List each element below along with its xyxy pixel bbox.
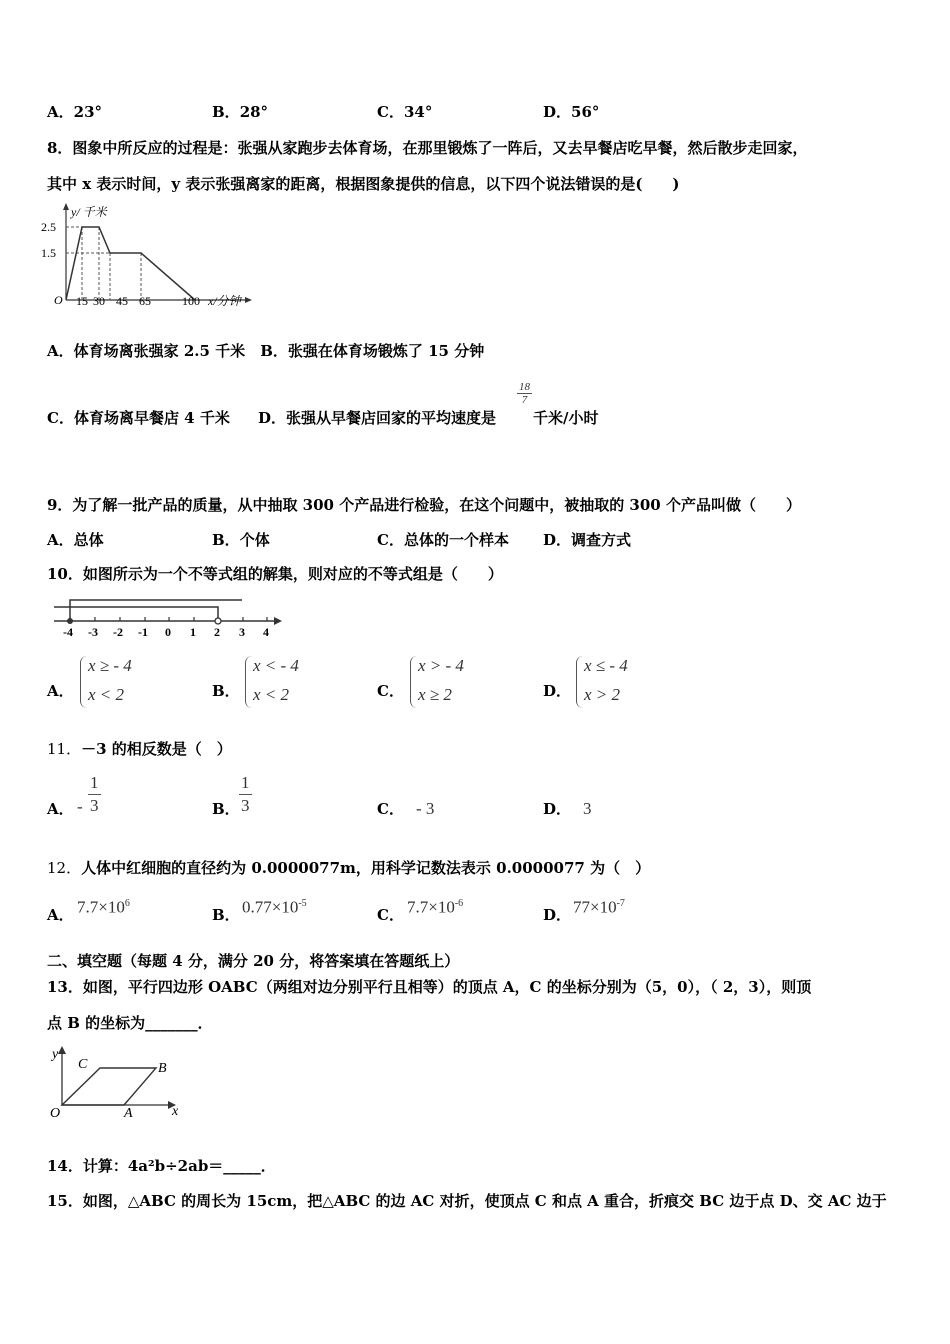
svg-text:3: 3: [239, 625, 245, 639]
svg-text:4: 4: [263, 625, 269, 639]
svg-text:x: x: [172, 1104, 179, 1119]
svg-text:B: B: [158, 1061, 167, 1076]
q12-stem: 12．人体中红细胞的直径约为 0.0000077m，用科学记数法表示 0.0000077 为（ ）: [47, 859, 651, 877]
q8-option-c: C．体育场离早餐店 4 千米: [47, 409, 230, 427]
q9-option-a: A．总体: [47, 531, 104, 549]
x-axis-arrow: [245, 297, 252, 303]
q7-option-a: A．23°: [47, 103, 103, 121]
closed-dot-minus-4: [67, 618, 73, 624]
parallelogram-oabc: [62, 1068, 156, 1105]
q8-stem-line1: 8．图象中所反应的过程是：张强从家跑步去体育场，在那里锻炼了一阵后，又去早餐店吃早餐，然后散步走回家，: [47, 139, 808, 157]
y-tick-1-5: 1.5: [41, 246, 56, 260]
q7-option-c: C．34°: [377, 103, 433, 121]
q10-stem: 10．如图所示为一个不等式组的解集，则对应的不等式组是（ ）: [47, 565, 503, 583]
q11-option-d: D． 3: [543, 799, 592, 818]
q11-option-c: C． - 3: [377, 799, 435, 818]
q7-option-b: B．28°: [212, 103, 269, 121]
q9-option-c: C．总体的一个样本: [377, 531, 509, 549]
svg-text:-4: -4: [63, 625, 73, 639]
q13-stem-line2: 点 B 的坐标为_______．: [47, 1014, 213, 1032]
section2-title: 二、填空题（每题 4 分，满分 20 分，将答案填在答题纸上）: [47, 952, 460, 970]
svg-text:-3: -3: [88, 625, 98, 639]
q8-option-a: A．体育场离张强家 2.5 千米 B．张强在体育场锻炼了 15 分钟: [47, 342, 485, 360]
origin-label: O: [54, 293, 63, 307]
q8-option-d-unit: 千米/小时: [533, 409, 599, 427]
q7-option-d: D．56°: [543, 103, 600, 121]
y-axis-arrow: [63, 203, 69, 210]
svg-text:C: C: [78, 1057, 88, 1072]
q8-option-d: D．张强从早餐店回家的平均速度是: [258, 409, 497, 427]
q9-option-b: B．个体: [212, 531, 270, 549]
q9-stem: 9．为了解一批产品的质量，从中抽取 300 个产品进行检验，在这个问题中，被抽取的 300 个产品叫做（ ）: [47, 496, 801, 514]
q11-stem: 11．－3 的相反数是（ ）: [47, 740, 232, 758]
q13-stem-line1: 13．如图，平行四边形 OABC（两组对边分别平行且相等）的顶点 A，C 的坐标分别为（5，0），（ 2，3），则顶: [47, 978, 812, 996]
x-tick-100: 100: [182, 294, 200, 308]
q8-option-b: B．张强在体育场锻炼了 15 分钟: [260, 342, 485, 360]
svg-text:O: O: [50, 1106, 61, 1121]
svg-text:A: A: [124, 1106, 133, 1121]
svg-text:1: 1: [190, 625, 196, 639]
y-tick-2-5: 2.5: [41, 220, 56, 234]
q14-stem: 14．计算：4a²b÷2ab＝_____．: [47, 1157, 276, 1175]
svg-text:y: y: [52, 1047, 59, 1062]
open-dot-2: [215, 618, 221, 624]
x-tick-15: 15: [76, 294, 88, 308]
y-axis-label: y/ 千米: [71, 205, 107, 219]
x-axis-label: x/分钟: [208, 294, 241, 308]
x-tick-30: 30: [93, 294, 105, 308]
q13-parallelogram-diagram: [44, 1044, 194, 1122]
q8-stem-line2: 其中 x 表示时间，y 表示张强离家的距离，根据图象提供的信息，以下四个说法错误的是( ): [47, 175, 680, 193]
q9-option-d: D．调查方式: [543, 531, 632, 549]
svg-text:2: 2: [214, 625, 220, 639]
q15-stem: 15．如图，△ABC 的周长为 15cm，把△ABC 的边 AC 对折，使顶点 C 和点 A 重合，折痕交 BC 边于点 D、交 AC 边于: [47, 1192, 887, 1210]
x-tick-45: 45: [116, 294, 128, 308]
x-tick-65: 65: [139, 294, 151, 308]
q10-number-line: [50, 594, 290, 640]
svg-text:-2: -2: [113, 625, 123, 639]
q8-option-d-fraction: $\frac{18}{7}$: [519, 381, 530, 406]
distance-polyline: [66, 227, 195, 300]
q8-distance-time-graph: [40, 200, 260, 312]
svg-text:0: 0: [165, 625, 171, 639]
svg-text:-1: -1: [138, 625, 148, 639]
